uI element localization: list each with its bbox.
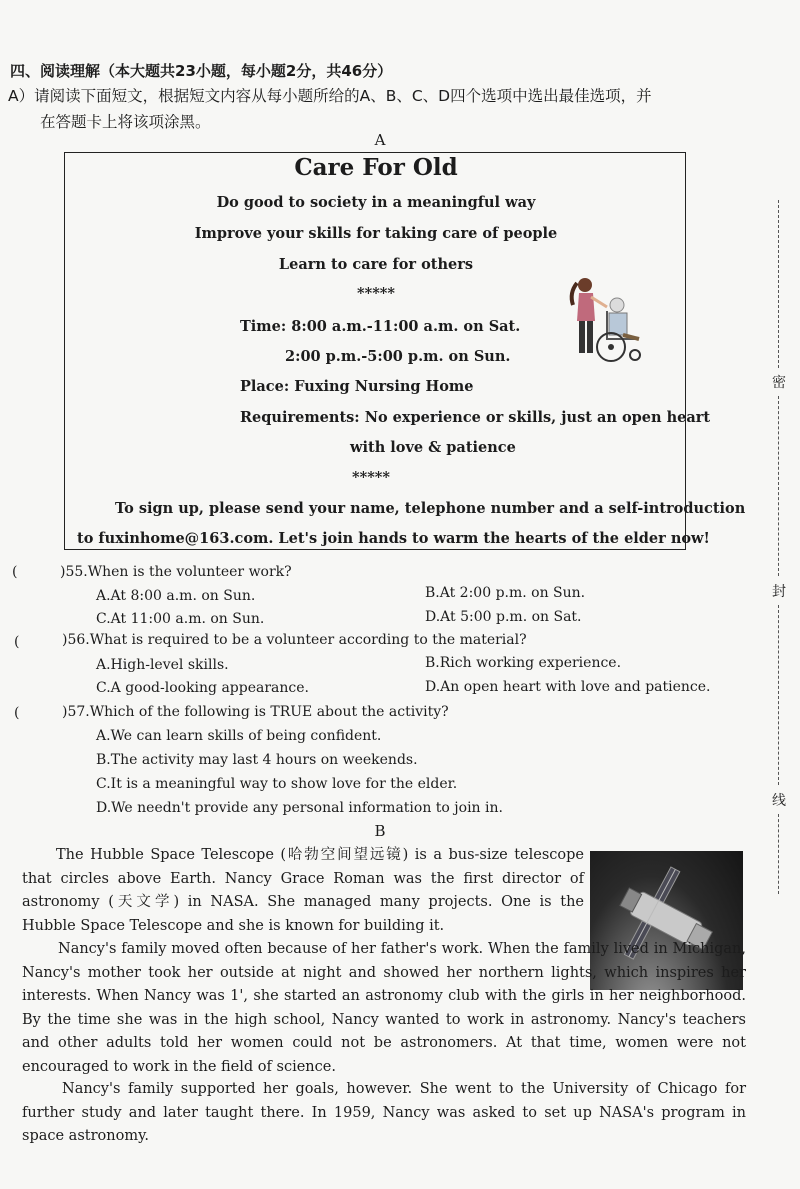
ad-signup-1: To sign up, please send your name, telephone number and a self-introduction xyxy=(115,500,746,517)
question-55-option-c: C.At 11:00 a.m. on Sun. xyxy=(96,611,265,627)
instruction-line-2: 在答题卡上将该项涂黑。 xyxy=(40,113,211,131)
question-56-option-a: A.High-level skills. xyxy=(96,657,229,673)
passage-b-paragraph-2: Nancy's family moved often because of her father's work. When the family lived in Michigan, Nancy's mother took her outside at night and showed her northern lights, which inspires her interests. When Nancy was 1', she started an astronomy club with the girls in her neighborhood. By the time she was in the high school, Nancy wanted to work in astronomy. Nancy's teachers and other adults told her women could not be astronomers. At that time, women were not encouraged to work in the field of science. xyxy=(22,941,746,1075)
question-55-option-a: A.At 8:00 a.m. on Sun. xyxy=(96,588,256,604)
question-57-option-c: C.It is a meaningful way to show love for the elder. xyxy=(96,776,458,792)
seal-dashed-line xyxy=(778,814,779,894)
passage-b-paragraph-3: Nancy's family supported her goals, however. She went to the University of Chicago for further study and later taught there. In 1959, Nancy was asked to set up NASA's program in space astronomy. xyxy=(22,1081,746,1144)
ad-line: Improve your skills for taking care of people xyxy=(194,225,558,242)
ad-time-line-2: 2:00 p.m.-5:00 p.m. on Sun. xyxy=(285,348,511,365)
instructions xyxy=(8,83,652,135)
ad-line: Do good to society in a meaningful way xyxy=(216,194,536,211)
advertisement-box xyxy=(64,152,746,550)
question-57-option-a: A.We can learn skills of being confident. xyxy=(96,728,382,744)
seal-char-xian: 线 xyxy=(772,793,786,809)
passage-b-label: B xyxy=(374,822,386,840)
answer-paren: ( xyxy=(12,564,18,580)
question-57-option-b: B.The activity may last 4 hours on weekends. xyxy=(96,752,418,768)
ad-place: Place: Fuxing Nursing Home xyxy=(240,378,474,395)
question-57-stem: )57.Which of the following is TRUE about the activity? xyxy=(62,704,449,720)
seal-char-mi: 密 xyxy=(772,375,786,391)
question-56-option-c: C.A good-looking appearance. xyxy=(96,680,309,696)
question-55-option-b: B.At 2:00 p.m. on Sun. xyxy=(425,585,586,601)
question-55-stem: )55.When is the volunteer work? xyxy=(60,564,292,580)
answer-paren: ( xyxy=(14,634,20,650)
question-56-option-b: B.Rich working experience. xyxy=(425,655,622,671)
ad-stars: ***** xyxy=(352,469,390,486)
answer-paren: ( xyxy=(14,705,20,721)
ad-title: Care For Old xyxy=(294,154,458,181)
question-56-option-d: D.An open heart with love and patience. xyxy=(425,679,711,695)
seal-dashed-line xyxy=(778,605,779,785)
seal-dashed-line xyxy=(778,396,779,576)
seal-dashed-line xyxy=(778,200,779,368)
question-57-option-d: D.We needn't provide any personal information to join in. xyxy=(96,800,503,816)
passage-b-paragraph-1: The Hubble Space Telescope (哈勃空间望远镜) is a bus-size telescope that circles above Earth. Nancy Grace Roman was the first director of astronomy (天文学) in NASA. She managed many projects. One is the Hubble Space Telescope and she is known for building it. xyxy=(22,847,584,934)
passage-a-label: A xyxy=(374,131,386,149)
ad-signup-2: to fuxinhome@163.com. Let's join hands to warm the hearts of the elder now! xyxy=(77,530,710,547)
ad-requirements-1: Requirements: No experience or skills, just an open heart xyxy=(240,409,711,426)
question-55-option-d: D.At 5:00 p.m. on Sat. xyxy=(425,609,582,625)
ad-stars: ***** xyxy=(357,285,395,302)
ad-time-line-1: Time: 8:00 a.m.-11:00 a.m. on Sat. xyxy=(240,318,521,335)
section-title: 四、阅读理解（本大题共23小题，每小题2分，共46分） xyxy=(10,62,393,80)
ad-line: Learn to care for others xyxy=(278,256,474,273)
instruction-line-1: A）请阅读下面短文，根据短文内容从每小题所给的A、B、C、D四个选项中选出最佳选项，并 xyxy=(8,87,652,105)
question-56-stem: )56.What is required to be a volunteer according to the material? xyxy=(62,632,527,648)
ad-requirements-2: with love & patience xyxy=(350,439,516,456)
seal-char-feng: 封 xyxy=(772,584,786,600)
caregiver-wheelchair-illustration xyxy=(555,273,645,368)
